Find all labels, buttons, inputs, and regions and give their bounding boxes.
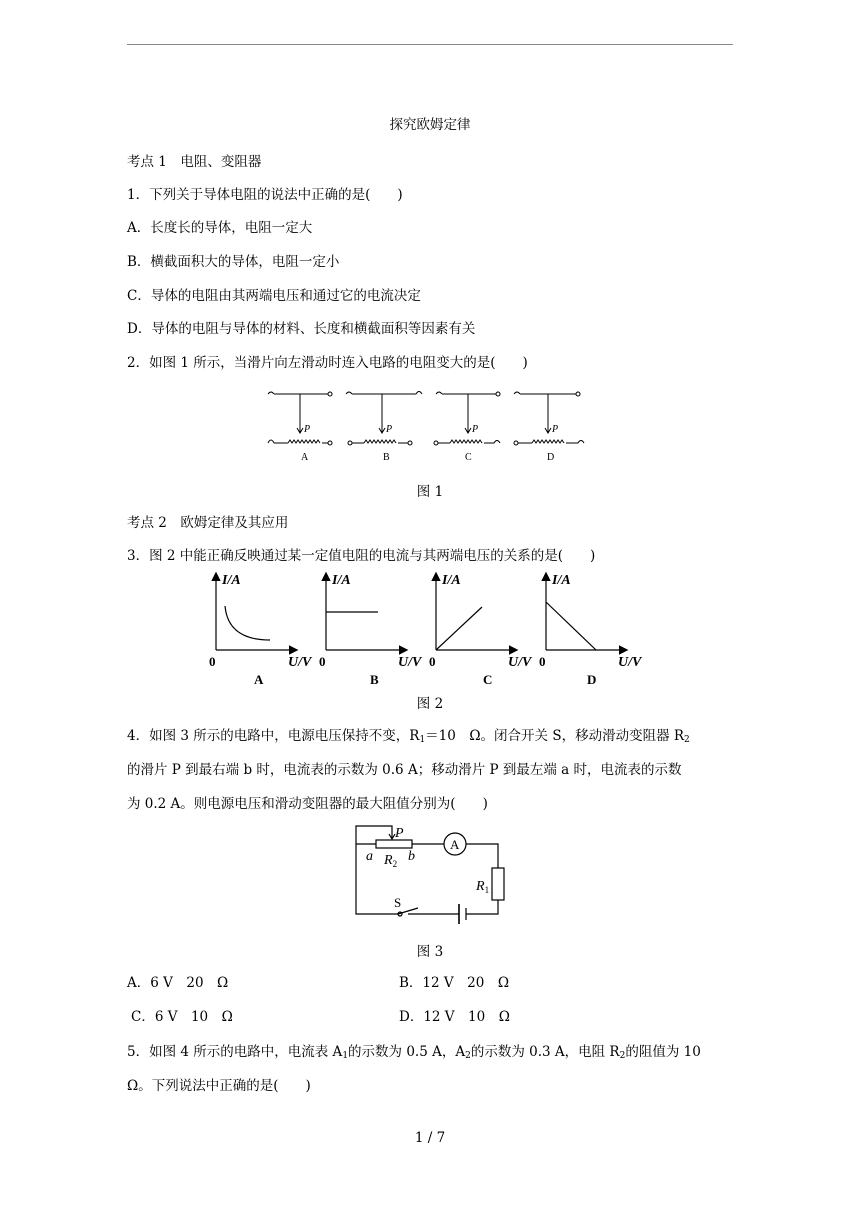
fig2-b-xlabel: U/V <box>398 655 422 670</box>
fig3-end-a: a <box>366 849 373 864</box>
fig1-slider-label-b: P <box>386 424 393 435</box>
fig1-label-d: D <box>547 452 555 463</box>
fig2-c-xlabel: U/V <box>508 655 532 670</box>
fig2-d-xlabel: U/V <box>618 655 642 670</box>
question-2-stem: 2．如图 1 所示，当滑片向左滑动时连入电路的电阻变大的是( ) <box>127 355 528 371</box>
figure-3-circuit <box>346 818 516 930</box>
question-1-option-c: C．导体的电阻由其两端电压和通过它的电流决定 <box>127 288 421 304</box>
figure-1-rheostats <box>258 388 598 466</box>
fig3-switch-label: S <box>394 895 402 910</box>
header-rule <box>127 44 733 45</box>
question-4-line-1: 4．如图 3 所示的电路中，电源电压保持不变，$R_1=10$ Ω。闭合开关 S，移动滑动变阻器 $R_2$ <box>127 728 690 745</box>
question-4-line-2: 的滑片 P 到最右端 b 时，电流表的示数为 0.6 A；移动滑片 P 到最左端 a 时，电流表的示数 <box>127 762 682 778</box>
question-4-option-d: D．12 V 10 Ω <box>399 1009 510 1025</box>
fig2-b-ylabel: I/A <box>332 573 351 588</box>
figure-3-caption: 图 3 <box>416 944 444 960</box>
question-1-stem: 1．下列关于导体电阻的说法中正确的是( ) <box>127 187 403 203</box>
fig2-label-a: A <box>254 672 264 687</box>
fig1-label-a: A <box>301 452 309 463</box>
fig1-slider-label-d: P <box>552 424 559 435</box>
page-title: 探究欧姆定律 <box>389 117 471 133</box>
question-3-stem: 3．图 2 中能正确反映通过某一定值电阻的电流与其两端电压的关系的是( ) <box>127 548 596 564</box>
fig2-label-c: C <box>483 672 493 687</box>
fig1-slider-label-c: P <box>472 424 479 435</box>
fig3-r2-label: $R_2$ <box>384 853 398 869</box>
fig2-c-ylabel: I/A <box>442 573 461 588</box>
fig2-c-origin: 0 <box>429 654 436 669</box>
fig2-d-origin: 0 <box>539 654 546 669</box>
fig2-a-ylabel: I/A <box>222 573 241 588</box>
question-5-line-2: Ω。下列说法中正确的是( ) <box>127 1078 311 1094</box>
page-number: 1 / 7 <box>414 1130 446 1146</box>
fig2-label-d: D <box>587 672 597 687</box>
question-1-option-a: A．长度长的导体，电阻一定大 <box>127 220 313 236</box>
question-4-option-c: C．6 V 10 Ω <box>131 1009 233 1025</box>
ammeter-icon: A <box>450 837 460 852</box>
question-1-option-d: D．导体的电阻与导体的材料、长度和横截面积等因素有关 <box>127 321 476 337</box>
fig1-label-b: B <box>383 452 390 463</box>
figure-2-caption: 图 2 <box>416 696 444 712</box>
question-1-option-b: B．横截面积大的导体，电阻一定小 <box>127 254 340 270</box>
question-4-line-3: 为 0.2 A。则电源电压和滑动变阻器的最大阻值分别为( ) <box>127 796 488 812</box>
question-4-option-a: A．6 V 20 Ω <box>127 975 229 991</box>
question-5-line-1: 5．如图 4 所示的电路中，电流表 $A_1$的示数为 0.5 A，$A_2$的示数为 0.3 A，电阻 $R_2$的阻值为 10 <box>127 1044 701 1061</box>
figure-2-iu-graphs <box>200 568 660 690</box>
fig2-label-b: B <box>370 672 379 687</box>
section-heading-1: 考点 1 电阻、变阻器 <box>127 154 262 170</box>
fig2-a-xlabel: U/V <box>288 655 312 670</box>
fig2-b-origin: 0 <box>319 654 326 669</box>
question-4-option-b: B．12 V 20 Ω <box>399 975 510 991</box>
section-heading-2: 考点 2 欧姆定律及其应用 <box>127 515 289 531</box>
fig3-slider-p: P <box>395 826 404 841</box>
fig3-end-b: b <box>408 849 415 864</box>
fig2-a-origin: 0 <box>209 654 216 669</box>
fig2-d-ylabel: I/A <box>552 573 571 588</box>
fig3-r1-label: $R_1$ <box>476 879 490 895</box>
figure-1-caption: 图 1 <box>416 484 444 500</box>
fig1-slider-label-a: P <box>304 424 311 435</box>
fig1-label-c: C <box>465 452 472 463</box>
